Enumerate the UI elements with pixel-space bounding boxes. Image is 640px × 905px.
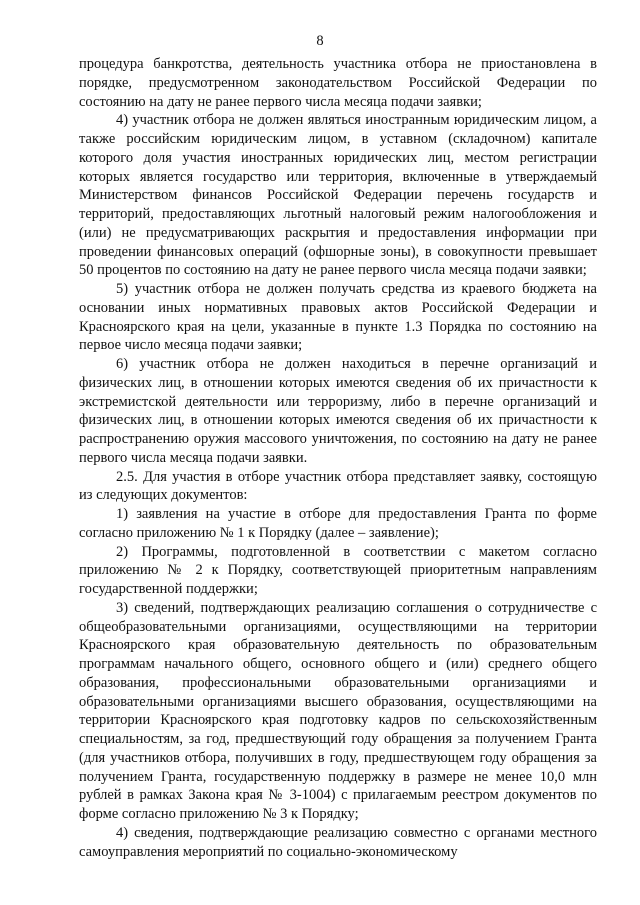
paragraph-item-6-extremism-list: 6) участник отбора не должен находиться в перечне организаций и физических лиц, в отношении которых имеются сведения об их причастности к экстремистской деятельности или терроризму, либо в перечне организаций и физических лиц, в отношении которых имеются сведения об их причастности к распространению оружия массового уничтожения, по состоянию на дату не ранее первого числа месяца подачи заявки. <box>79 356 597 466</box>
paragraph-item-5-budget-funds: 5) участник отбора не должен получать средства из краевого бюджета на основании иных нормативных правовых актов Российской Федерации и Красноярского края на цели, указанные в пункте 1.3 Порядка по состоянию на первое число месяца подачи заявки; <box>79 281 597 354</box>
paragraph-continuation: процедура банкротства, деятельность участника отбора не приостановлена в порядке, предусмотренном законодательством Российской Федерации по состоянию на дату не ранее первого числа месяца подачи заявки; <box>79 56 597 110</box>
paragraph-doc-3-cooperation: 3) сведений, подтверждающих реализацию соглашения о сотрудничестве с общеобразовательными организациями, осуществляющими на территории Красноярского края образовательную деятельность по образовательным программам начального общего, основного общего и (или) среднего общего образования, профессиональными образовательными организациями и образовательными организациями высшего образования, осуществляющими на территории Красноярского края подготовку кадров по сельскохозяйственным специальностям, за год, предшествующий году обращения за получением Гранта (для участников отбора, получивших в году, предшествующем году обращения за получением Гранта, государственную поддержку в размере не менее 10,0 млн рублей в рамках Закона края № 3-1004) с прилагаемым реестром документов по форме согласно приложению № 3 к Порядку; <box>79 599 597 822</box>
paragraph-doc-1-application: 1) заявления на участие в отборе для предоставления Гранта по форме согласно приложению № 1 к Порядку (далее – заявление); <box>79 506 597 541</box>
document-body <box>79 55 597 861</box>
paragraph-doc-2-program: 2) Программы, подготовленной в соответствии с макетом согласно приложению № 2 к Порядку, соответствующей приоритетным направлениям государственной поддержки; <box>79 543 597 597</box>
paragraph-item-4-foreign-entity: 4) участник отбора не должен являться иностранным юридическим лицом, а также российским юридическим лицом, в уставном (складочном) капитале которого доля участия иностранных юридических лиц, местом регистрации которых является государство или территория, включенные в утверждаемый Министерством финансов Российской Федерации перечень государств и территорий, предоставляющих льготный налоговый режим налогообложения и (или) не предусматривающих раскрытия и предоставления информации при проведении финансовых операций (офшорные зоны), в совокупности превышает 50 процентов по состоянию на дату не ранее первого числа месяца подачи заявки; <box>79 112 597 279</box>
page-number: 8 <box>316 33 324 49</box>
paragraph-section-2-5: 2.5. Для участия в отборе участник отбора представляет заявку, состоящую из следующих документов: <box>79 468 597 504</box>
paragraph-doc-4-municipal: 4) сведения, подтверждающие реализацию совместно с органами местного самоуправления мероприятий по социально-экономическому <box>79 824 597 860</box>
